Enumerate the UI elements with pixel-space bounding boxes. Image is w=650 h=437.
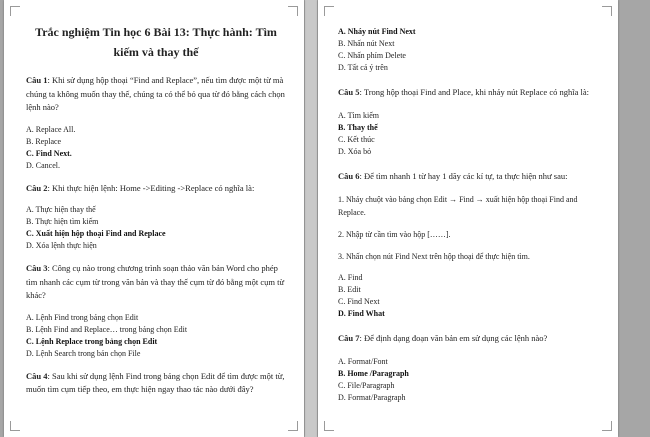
option-b: B. Lệnh Find and Replace… trong bảng chọn Edit [26,324,188,334]
option-b: B. Thực hiện tìm kiếm [26,217,99,226]
option-d: D. Xóa lệnh thực hiện [26,241,97,250]
margin-corner-mark [324,6,334,16]
option-b: B. Replace [26,136,62,146]
question-label: Câu 4 [26,370,48,381]
question-text: : Để tìm nhanh 1 từ hay 1 dãy các kí tự, ta thực hiện như sau: [359,170,568,181]
margin-corner-mark [288,6,298,16]
option-b: B. Nhấn nút Next [338,39,395,48]
margin-corner-mark [10,6,20,16]
options-q5 [338,110,602,158]
document-title: Trắc nghiệm Tin học 6 Bài 13: Thực hành: Tìm kiếm và thay thế [35,25,277,59]
option-c: C. Nhấn phím Delete [338,51,406,60]
question-text: : Công cụ nào trong chương trình soạn thảo văn bản Word cho phép tìm nhanh các cụm từ trong văn bản và thay thế cụm từ đó bằng một cụm từ khác? [26,263,285,300]
margin-corner-mark [10,421,20,431]
step-1: 1. Nháy chuột vào bảng chọn Edit → Find → xuất hiện hộp thoại Find and Replace. [338,195,578,217]
option-b: B. Edit [338,285,361,294]
question-text: : Để định dạng đoạn văn bản em sử dụng các lệnh nào? [359,333,548,343]
question-text: : Sau khi sử dụng lệnh Find trong bảng chọn Edit để tìm được một từ, muốn tìm cụm tiếp theo, em thực hiện ngay thao tác nào dưới đây? [26,370,285,394]
question-4 [26,370,286,397]
question-6 [338,170,602,184]
document-page-left [4,0,304,437]
option-c-correct: C. Xuất hiện hộp thoại Find and Replace [26,229,166,238]
question-label: Câu 7 [338,333,360,343]
question-2 [26,182,286,196]
option-c: C. Kết thúc [338,134,375,144]
step-3: 3. Nhấn chọn nút Find Next trên hộp thoại để thực hiện tìm. [338,252,530,261]
options-q2 [26,204,286,252]
question-5 [338,86,602,100]
margin-corner-mark [602,6,612,16]
option-c-correct: C. Lệnh Replace trong bảng chọn Edit [26,336,158,346]
option-d: D. Xóa bỏ [338,146,372,156]
options-q6 [338,272,602,320]
page-gutter [305,0,317,437]
option-d: D. Format/Paragraph [338,392,406,402]
options-q4 [338,26,602,74]
option-b-correct: B. Home /Paragraph [338,368,409,378]
document-page-right [318,0,618,437]
question-label: Câu 3 [26,263,48,273]
page-content[interactable] [26,22,286,406]
option-a: A. Find [338,273,363,282]
option-d: D. Lệnh Search trong bản chọn File [26,348,141,358]
option-a: A. Lệnh Find trong bảng chọn Edit [26,312,139,322]
question-1 [26,74,286,115]
question-label: Câu 2 [26,182,48,193]
margin-corner-mark [288,421,298,431]
option-a: A. Thực hiện thay thế [26,205,96,214]
option-a: A. Tìm kiếm [338,110,379,120]
option-a: A. Format/Font [338,356,388,366]
question-label: Câu 1 [26,75,48,85]
question-7 [338,332,602,346]
option-d: D. Cancel. [26,160,60,170]
option-c: C. File/Paragraph [338,380,395,390]
option-a-correct: A. Nháy nút Find Next [338,27,416,36]
option-c-correct: C. Find Next. [26,148,72,158]
question-text: : Khi thực hiện lệnh: Home ->Editing ->Replace có nghĩa là: [47,182,255,193]
option-c: C. Find Next [338,297,380,306]
page-content[interactable] [338,26,602,416]
margin-corner-mark [324,421,334,431]
question-label: Câu 5 [338,87,360,97]
option-a: A. Replace All. [26,124,76,134]
step-2: 2. Nhập từ cần tìm vào hộp [……]. [338,230,451,239]
question-3 [26,262,286,303]
options-q1 [26,124,286,172]
margin-corner-mark [602,421,612,431]
question-text: : Khi sử dụng hộp thoại “Find and Replace”, nếu tìm được một từ mà chúng ta không muốn thay thế, chúng ta có thể bỏ qua từ đó bằng cách chọn lệnh nào? [26,75,285,112]
option-d-correct: D. Find What [338,309,385,318]
option-d: D. Tất cả ý trên [338,63,388,72]
options-q7 [338,356,602,404]
question-text: : Trong hộp thoại Find and Place, khi nháy nút Replace có nghĩa là: [359,87,589,97]
options-q3 [26,312,286,360]
option-b-correct: B. Thay thế [338,122,378,132]
question-label: Câu 6 [338,170,360,181]
